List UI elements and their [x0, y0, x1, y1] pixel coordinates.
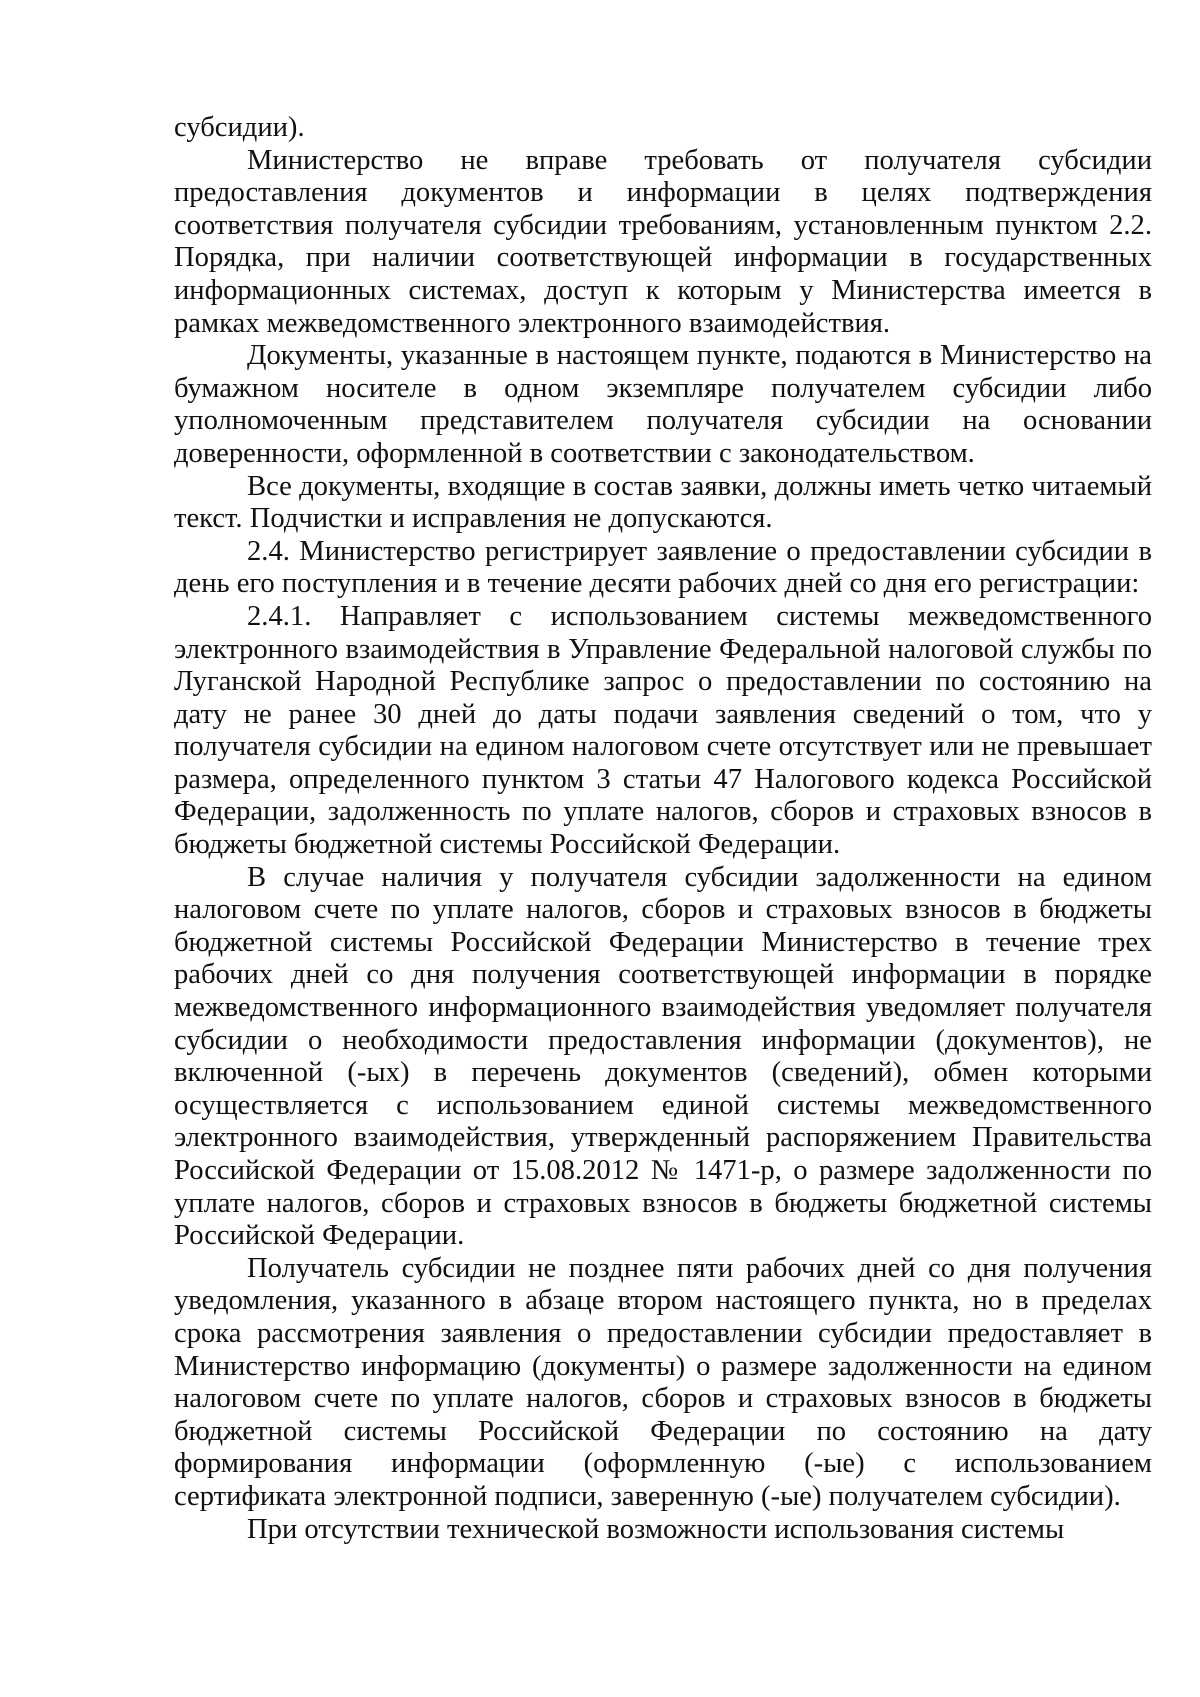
paragraph-continuation: субсидии). [174, 112, 305, 143]
paragraph-technical-absence: При отсутствии технической возможности использования системы [247, 1513, 1065, 1545]
paragraph-readable-text: Все документы, входящие в состав заявки, должны иметь четко читаемый текст. Подчистки и исправления не допускаются. [174, 470, 1152, 535]
paragraph-tax-debt-notice: В случае наличия у получателя субсидии задолженности на едином налоговом счете по уплате налогов, сборов и страховых взносов в бюджеты бюджетной системы Российской Федерации Министерство в течение трех рабочих дней со дня получения соответствующей информации в порядке межведомственного информационного взаимодействия уведомляет получателя субсидии о необходимости предоставления информации (документов), не включенной (-ых) в перечень документов (сведений), обмен которыми осуществляется с использованием единой системы межведомственного электронного взаимодействия, утвержденный распоряжением Правительства Российской Федерации от 15.08.2012 № 1471-р, о размере задолженности по уплате налогов, сборов и страховых взносов в бюджеты бюджетной системы Российской Федерации. [174, 861, 1152, 1252]
paragraph-documents-submission: Документы, указанные в настоящем пункте, подаются в Министерство на бумажном носителе в одном экземпляре получателем субсидии либо уполномоченным представителем получателя субсидии на основании доверенности, оформленной в соответствии с законодательством. [174, 340, 1152, 469]
document-body [174, 112, 1152, 1546]
paragraph-section-2-4-1: 2.4.1. Направляет с использованием системы межведомственного электронного взаимодействия в Управление Федеральной налоговой службы по Луганской Народной Республике запрос о предоставлении по состоянию на дату не ранее 30 дней до даты подачи заявления сведений о том, что у получателя субсидии на едином налоговом счете отсутствует или не превышает размера, определенного пунктом 3 статьи 47 Налогового кодекса Российской Федерации, задолженность по уплате налогов, сборов и страховых взносов в бюджеты бюджетной системы Российской Федерации. [174, 600, 1152, 861]
paragraph-section-2-4: 2.4. Министерство регистрирует заявление о предоставлении субсидии в день его поступления и в течение десяти рабочих дней со дня его регистрации: [174, 535, 1152, 600]
paragraph-ministry-restriction: Министерство не вправе требовать от получателя субсидии предоставления документов и информации в целях подтверждения соответствия получателя субсидии требованиям, установленным пунктом 2.2. Порядка, при наличии соответствующей информации в государственных информационных системах, доступ к которым у Министерства имеется в рамках межведомственного электронного взаимодействия. [174, 144, 1152, 339]
paragraph-recipient-response: Получатель субсидии не позднее пяти рабочих дней со дня получения уведомления, указанного в абзаце втором настоящего пункта, но в пределах срока рассмотрения заявления о предоставлении субсидии предоставляет в Министерство информацию (документы) о размере задолженности на едином налоговом счете по уплате налогов, сборов и страховых взносов в бюджеты бюджетной системы Российской Федерации по состоянию на дату формирования информации (оформленную (-ые) с использованием сертификата электронной подписи, заверенную (-ые) получателем субсидии). [174, 1252, 1152, 1512]
